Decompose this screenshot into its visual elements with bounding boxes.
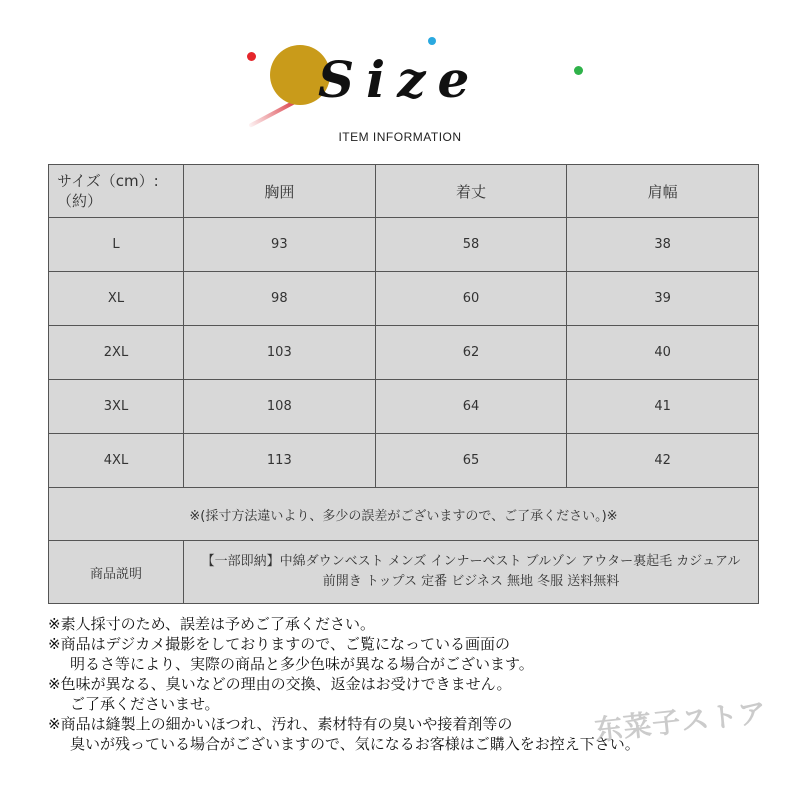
note-line: 臭いが残っている場合がございますので、気になるお客様はご購入をお控え下さい。 bbox=[70, 735, 640, 753]
shoulder-value-cell: 38 bbox=[567, 218, 759, 272]
description-text-cell bbox=[184, 541, 759, 604]
measurement-note-row bbox=[49, 488, 759, 541]
chest-value-cell: 113 bbox=[184, 434, 376, 488]
table-row bbox=[49, 434, 759, 488]
note-line: ※色味が異なる、臭いなどの理由の交換、返金はお受けできません。 bbox=[48, 675, 512, 693]
store-watermark: 东菜子ストア bbox=[592, 696, 769, 747]
blue-dot-decoration bbox=[428, 37, 436, 45]
shoulder-value-cell: 40 bbox=[567, 326, 759, 380]
column-header-length: 着丈 bbox=[375, 165, 567, 218]
table-row bbox=[49, 326, 759, 380]
size-table bbox=[48, 164, 759, 604]
column-header-chest: 胸囲 bbox=[184, 165, 376, 218]
size-label-cell: 4XL bbox=[49, 434, 184, 488]
size-label-cell: XL bbox=[49, 272, 184, 326]
note-line: ※商品は縫製上の細かいほつれ、汚れ、素材特有の臭いや接着剤等の bbox=[48, 715, 513, 733]
description-row bbox=[49, 541, 759, 604]
length-value-cell: 65 bbox=[375, 434, 567, 488]
corner-label-line1: サイズ（cm）: bbox=[57, 172, 159, 190]
column-header-shoulder: 肩幅 bbox=[567, 165, 759, 218]
table-header-row bbox=[49, 165, 759, 218]
note-line: 明るさ等により、実際の商品と多少色味が異なる場合がございます。 bbox=[70, 655, 534, 673]
chest-value-cell: 93 bbox=[184, 218, 376, 272]
description-line1: 【一部即納】中綿ダウンベスト メンズ インナーベスト ブルゾン アウター裏起毛 カジュアル bbox=[201, 554, 741, 569]
chest-value-cell: 108 bbox=[184, 380, 376, 434]
table-row bbox=[49, 218, 759, 272]
length-value-cell: 60 bbox=[375, 272, 567, 326]
table-row bbox=[49, 272, 759, 326]
shoulder-value-cell: 41 bbox=[567, 380, 759, 434]
length-value-cell: 58 bbox=[375, 218, 567, 272]
corner-label-cell bbox=[49, 165, 184, 218]
length-value-cell: 62 bbox=[375, 326, 567, 380]
length-value-cell: 64 bbox=[375, 380, 567, 434]
size-label-cell: L bbox=[49, 218, 184, 272]
description-line2: 前開き トップス 定番 ビジネス 無地 冬服 送料無料 bbox=[322, 574, 620, 589]
measurement-note: ※(採寸方法違いより、多少の誤差がございますので、ご了承ください。)※ bbox=[49, 488, 759, 541]
size-header bbox=[0, 0, 800, 160]
shoulder-value-cell: 42 bbox=[567, 434, 759, 488]
green-dot-decoration bbox=[574, 66, 583, 75]
corner-label-line2: （約） bbox=[57, 192, 103, 210]
chest-value-cell: 98 bbox=[184, 272, 376, 326]
chest-value-cell: 103 bbox=[184, 326, 376, 380]
item-information-subtitle: ITEM INFORMATION bbox=[338, 130, 462, 144]
table-row bbox=[49, 380, 759, 434]
shoulder-value-cell: 39 bbox=[567, 272, 759, 326]
note-line: ※商品はデジカメ撮影をしておりますので、ご覧になっている画面の bbox=[48, 635, 510, 653]
size-label-cell: 2XL bbox=[49, 326, 184, 380]
description-label: 商品説明 bbox=[49, 541, 184, 604]
note-line: ※素人採寸のため、誤差は予めご了承ください。 bbox=[48, 615, 375, 633]
note-line: ご了承くださいませ。 bbox=[70, 695, 220, 713]
red-dot-decoration bbox=[247, 52, 256, 61]
size-title: Size bbox=[318, 50, 482, 109]
size-label-cell: 3XL bbox=[49, 380, 184, 434]
